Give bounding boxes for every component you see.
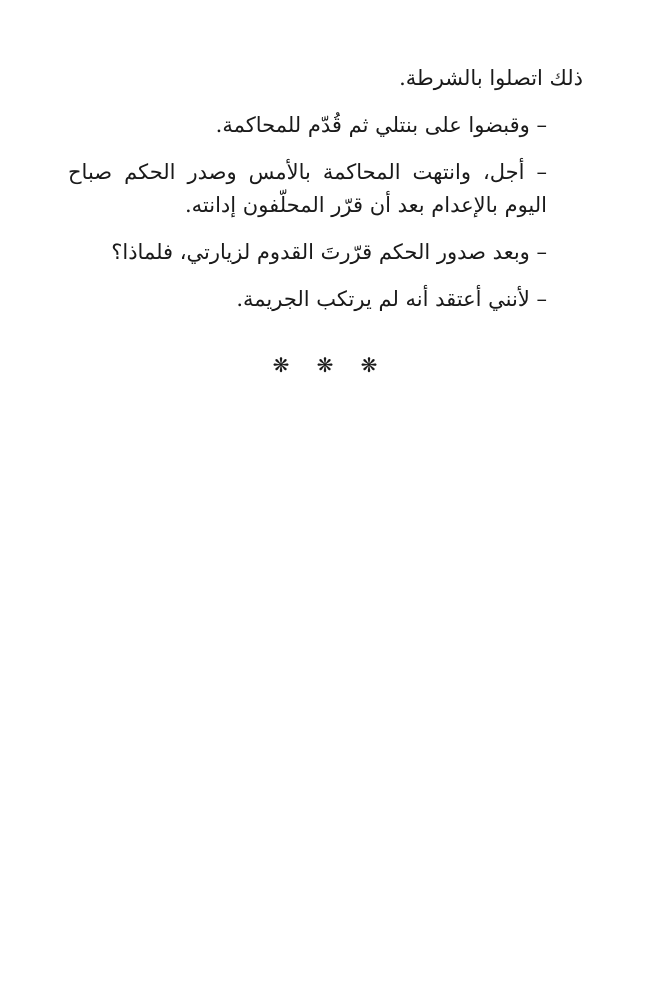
paragraph-4: – وبعد صدور الحكم قرّرتَ القدوم لزيارتي، فلماذا؟ [111, 240, 547, 264]
separator-star: ❋ [360, 353, 378, 377]
separator-star: ❋ [272, 353, 290, 377]
section-separator [270, 350, 380, 380]
separator-star: ❋ [316, 353, 334, 377]
paragraph-2: – وقبضوا على بنتلي ثم قُدّم للمحاكمة. [215, 113, 547, 137]
paragraph-3: – أجل، وانتهت المحاكمة بالأمس وصدر الحكم صباح اليوم بالإعدام بعد أن قرّر المحلّفون إدانته. [68, 160, 547, 217]
paragraph-1: ذلك اتصلوا بالشرطة. [399, 66, 583, 90]
paragraph-5: – لأنني أعتقد أنه لم يرتكب الجريمة. [236, 287, 547, 311]
page-text [68, 62, 583, 330]
